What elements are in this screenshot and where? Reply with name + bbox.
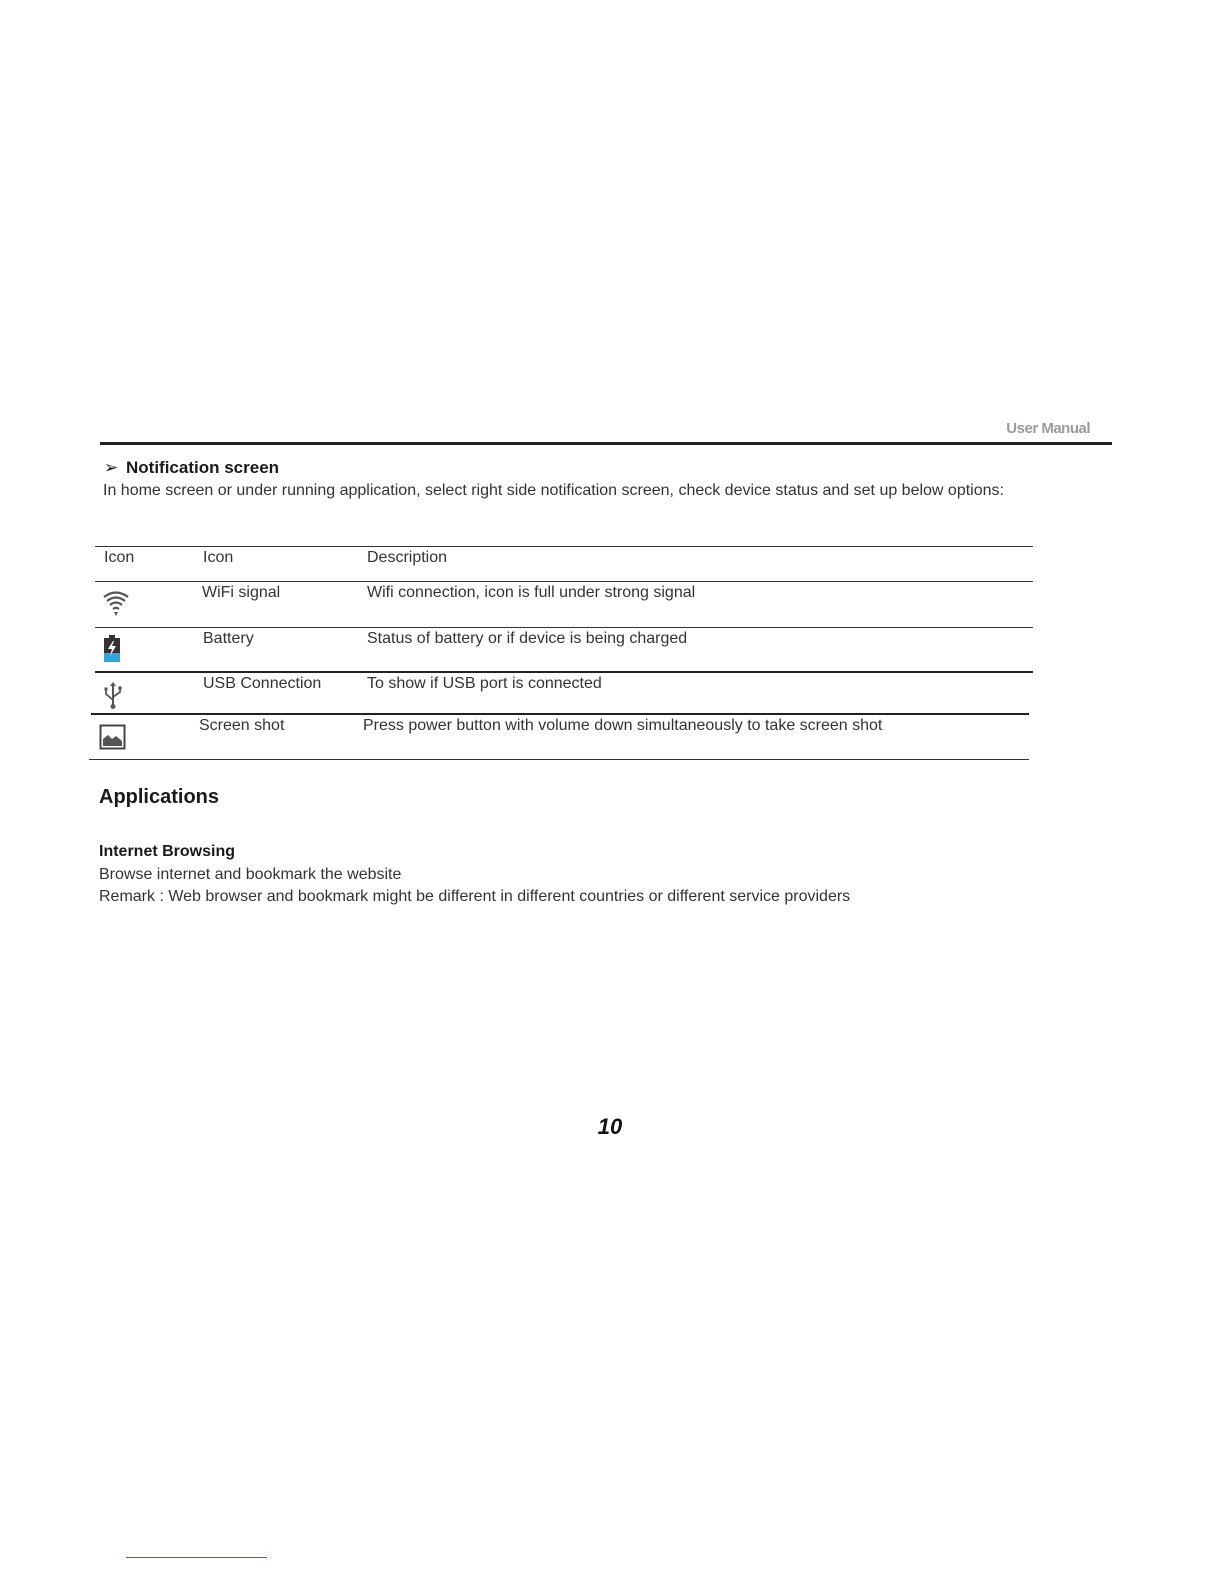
- row-name-wifi: WiFi signal: [202, 584, 281, 601]
- row-name-usb: USB Connection: [203, 675, 322, 692]
- screenshot-icon: [99, 723, 127, 751]
- table-row-rule: [95, 627, 1033, 628]
- notification-intro: In home screen or under running application, select right side notification screen, check device status and set up below options:: [103, 482, 1004, 499]
- internet-browsing-text: Browse internet and bookmark the website: [99, 866, 402, 883]
- battery-icon: [102, 634, 130, 662]
- row-name-screenshot: Screen shot: [199, 717, 285, 734]
- row-desc-usb: To show if USB port is connected: [367, 675, 602, 692]
- row-desc-wifi: Wifi connection, icon is full under strong signal: [367, 584, 696, 601]
- table-header-rule: [95, 581, 1033, 582]
- notification-heading: [104, 458, 279, 478]
- header-label: User Manual: [1006, 420, 1090, 437]
- internet-browsing-remark: Remark : Web browser and bookmark might be different in different countries or different service providers: [99, 888, 851, 905]
- applications-heading: Applications: [99, 786, 220, 808]
- table-row-rule: [91, 713, 1029, 715]
- header-cell-icon: Icon: [104, 549, 135, 566]
- wifi-icon: [102, 588, 130, 616]
- header-cell-description: Description: [367, 549, 448, 566]
- table-top-rule: [95, 546, 1033, 547]
- arrow-bullet-icon: ➢: [104, 458, 119, 477]
- table-bottom-rule: [89, 759, 1029, 760]
- table-row-rule: [95, 671, 1033, 673]
- usb-icon: [102, 680, 130, 708]
- header-rule: [100, 442, 1112, 445]
- bottom-divider: [126, 1557, 267, 1558]
- internet-browsing-heading: Internet Browsing: [99, 843, 236, 860]
- header-cell-name: Icon: [203, 549, 234, 566]
- row-desc-screenshot: Press power button with volume down simultaneously to take screen shot: [363, 717, 883, 734]
- notification-title: Notification screen: [126, 458, 280, 477]
- row-name-battery: Battery: [203, 630, 254, 647]
- page-number: 10: [597, 1114, 623, 1139]
- row-desc-battery: Status of battery or if device is being charged: [367, 630, 688, 647]
